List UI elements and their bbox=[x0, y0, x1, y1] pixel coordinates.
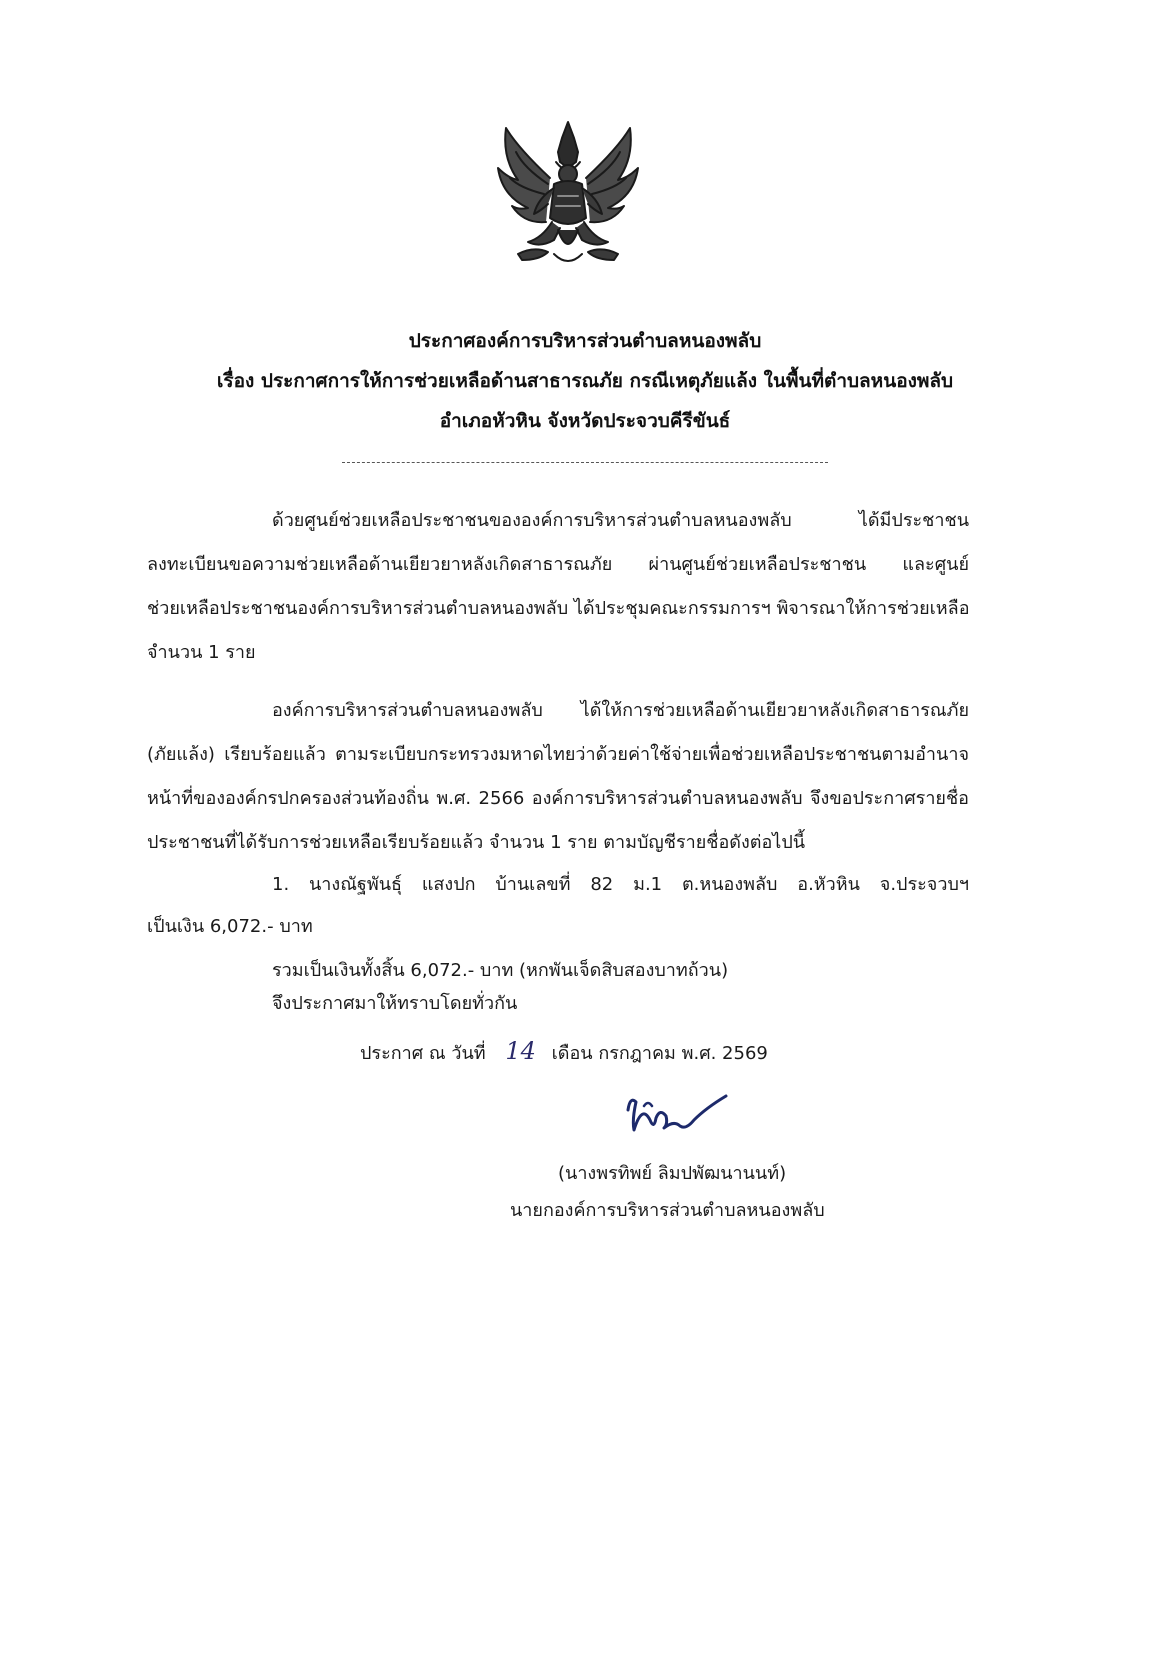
paragraph2-line3: หน้าที่ขององค์กรปกครองส่วนท้องถิ่น พ.ศ. 2566 องค์การบริหารส่วนตำบลหนองพลับ จึงขอประกาศรายชื่อ bbox=[147, 788, 969, 809]
header-divider bbox=[342, 462, 828, 463]
signature-image bbox=[622, 1090, 732, 1140]
signatory-name: (นางพรทิพย์ ลิมปพัฒนานนท์) bbox=[558, 1163, 787, 1184]
announcement-subject: เรื่อง ประกาศการให้การช่วยเหลือด้านสาธารณภัย กรณีเหตุภัยแล้ง ในพื้นที่ตำบลหนองพลับ bbox=[216, 370, 954, 392]
date-suffix: เดือน กรกฎาคม พ.ศ. 2569 bbox=[551, 1043, 768, 1064]
garuda-emblem-icon bbox=[488, 118, 648, 278]
signatory-title: นายกองค์การบริหารส่วนตำบลหนองพลับ bbox=[510, 1200, 825, 1221]
paragraph1-line1: ด้วยศูนย์ช่วยเหลือประชาชนขององค์การบริหารส่วนตำบลหนองพลับ ได้มีประชาชน bbox=[272, 510, 969, 531]
date-prefix: ประกาศ ณ วันที่ bbox=[360, 1043, 486, 1064]
paragraph1-line2: ลงทะเบียนขอความช่วยเหลือด้านเยียวยาหลังเกิดสาธารณภัย ผ่านศูนย์ช่วยเหลือประชาชน และศูนย์ bbox=[147, 554, 969, 575]
total-amount: รวมเป็นเงินทั้งสิ้น 6,072.- บาท (หกพันเจ็ดสิบสองบาทถ้วน) bbox=[272, 960, 729, 981]
announcement-date bbox=[360, 1037, 768, 1065]
paragraph2-line4: ประชาชนที่ได้รับการช่วยเหลือเรียบร้อยแล้ว จำนวน 1 ราย ตามบัญชีรายชื่อดังต่อไปนี้ bbox=[147, 832, 806, 853]
paragraph1-line4: จำนวน 1 ราย bbox=[147, 642, 256, 663]
date-day: 14 bbox=[505, 1037, 536, 1065]
paragraph1-line3: ช่วยเหลือประชาชนองค์การบริหารส่วนตำบลหนองพลับ ได้ประชุมคณะกรรมการฯ พิจารณาให้การช่วยเหลือ bbox=[147, 598, 970, 619]
paragraph2-line2: (ภัยแล้ง) เรียบร้อยแล้ว ตามระเบียบกระทรวงมหาดไทยว่าด้วยค่าใช้จ่ายเพื่อช่วยเหลือประชาชนตามอำนาจ bbox=[147, 744, 969, 765]
announcement-title: ประกาศองค์การบริหารส่วนตำบลหนองพลับ bbox=[408, 330, 762, 352]
paragraph2-line1: องค์การบริหารส่วนตำบลหนองพลับ ได้ให้การช่วยเหลือด้านเยียวยาหลังเกิดสาธารณภัย bbox=[272, 700, 969, 721]
announcement-location: อำเภอหัวหิน จังหวัดประจวบคีรีขันธ์ bbox=[439, 410, 731, 432]
recipient-entry: 1. นางณัฐพันธุ์ แสงปก บ้านเลขที่ 82 ม.1 ต.หนองพลับ อ.หัวหิน จ.ประจวบฯ bbox=[272, 874, 969, 895]
closing-statement: จึงประกาศมาให้ทราบโดยทั่วกัน bbox=[272, 993, 518, 1014]
recipient-amount: เป็นเงิน 6,072.- บาท bbox=[147, 916, 313, 937]
